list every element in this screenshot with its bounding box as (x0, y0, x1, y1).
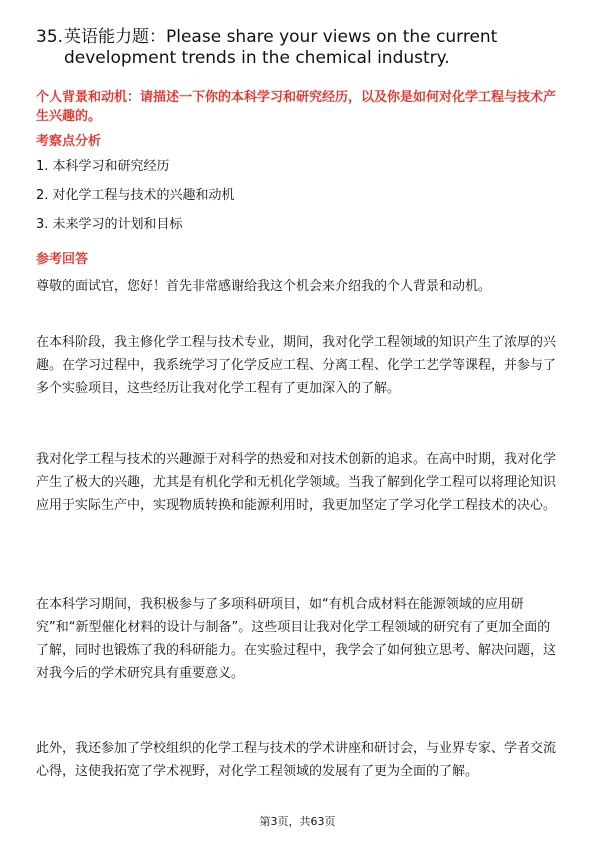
analysis-list (36, 158, 235, 245)
list-item: 1. 本科学习和研究经历 (36, 159, 170, 174)
answer-paragraph: 此外，我还参加了学校组织的化学工程与技术的学术讲座和研讨会，与业界专家、学者交流心得，这使我拓宽了学术视野，对化学工程领域的发展有了更为全面的了解。 (36, 741, 557, 779)
answer-paragraph: 我对化学工程与技术的兴趣源于对科学的热爱和对技术创新的追求。在高中时期，我对化学产生了极大的兴趣，尤其是有机化学和无机化学领域。当我了解到化学工程可以将理论知识应用于实际生产中，实现物质转换和能源利用时，我更加坚定了学习化学工程技术的决心。 (36, 452, 557, 513)
list-item: 3. 未来学习的计划和目标 (36, 217, 183, 232)
question-title (36, 27, 556, 69)
list-item: 2. 对化学工程与技术的兴趣和动机 (36, 188, 235, 203)
answer-heading: 参考回答 (36, 252, 89, 267)
question-text: 英语能力题：Please share your views on the current development trends in the chemical industry. (64, 27, 498, 68)
question-number: 35. (36, 27, 64, 47)
answer-paragraph: 在本科学习期间，我积极参与了多项科研项目，如“有机合成材料在能源领域的应用研究”和“新型催化材料的设计与制备”。这些项目让我对化学工程领域的研究有了更加全面的了解，同时也锻炼了我的科研能力。在实验过程中，我学会了如何独立思考、解决问题，这对我今后的学术研究具有重要意义。 (36, 597, 557, 681)
answer-paragraph: 尊敬的面试官，您好！首先非常感谢给我这个机会来介绍我的个人背景和动机。 (36, 279, 492, 294)
question-subtitle: 个人背景和动机：请描述一下你的本科学习和研究经历，以及你是如何对化学工程与技术产生兴趣的。 (36, 90, 557, 124)
analysis-heading: 考察点分析 (36, 134, 102, 149)
page-number: 第3页，共63页 (259, 815, 336, 828)
answer-paragraph: 在本科阶段，我主修化学工程与技术专业，期间，我对化学工程领域的知识产生了浓厚的兴趣。在学习过程中，我系统学习了化学反应工程、分离工程、化学工艺学等课程，并参与了多个实验项目，这些经历让我对化学工程有了更加深入的了解。 (36, 335, 557, 396)
